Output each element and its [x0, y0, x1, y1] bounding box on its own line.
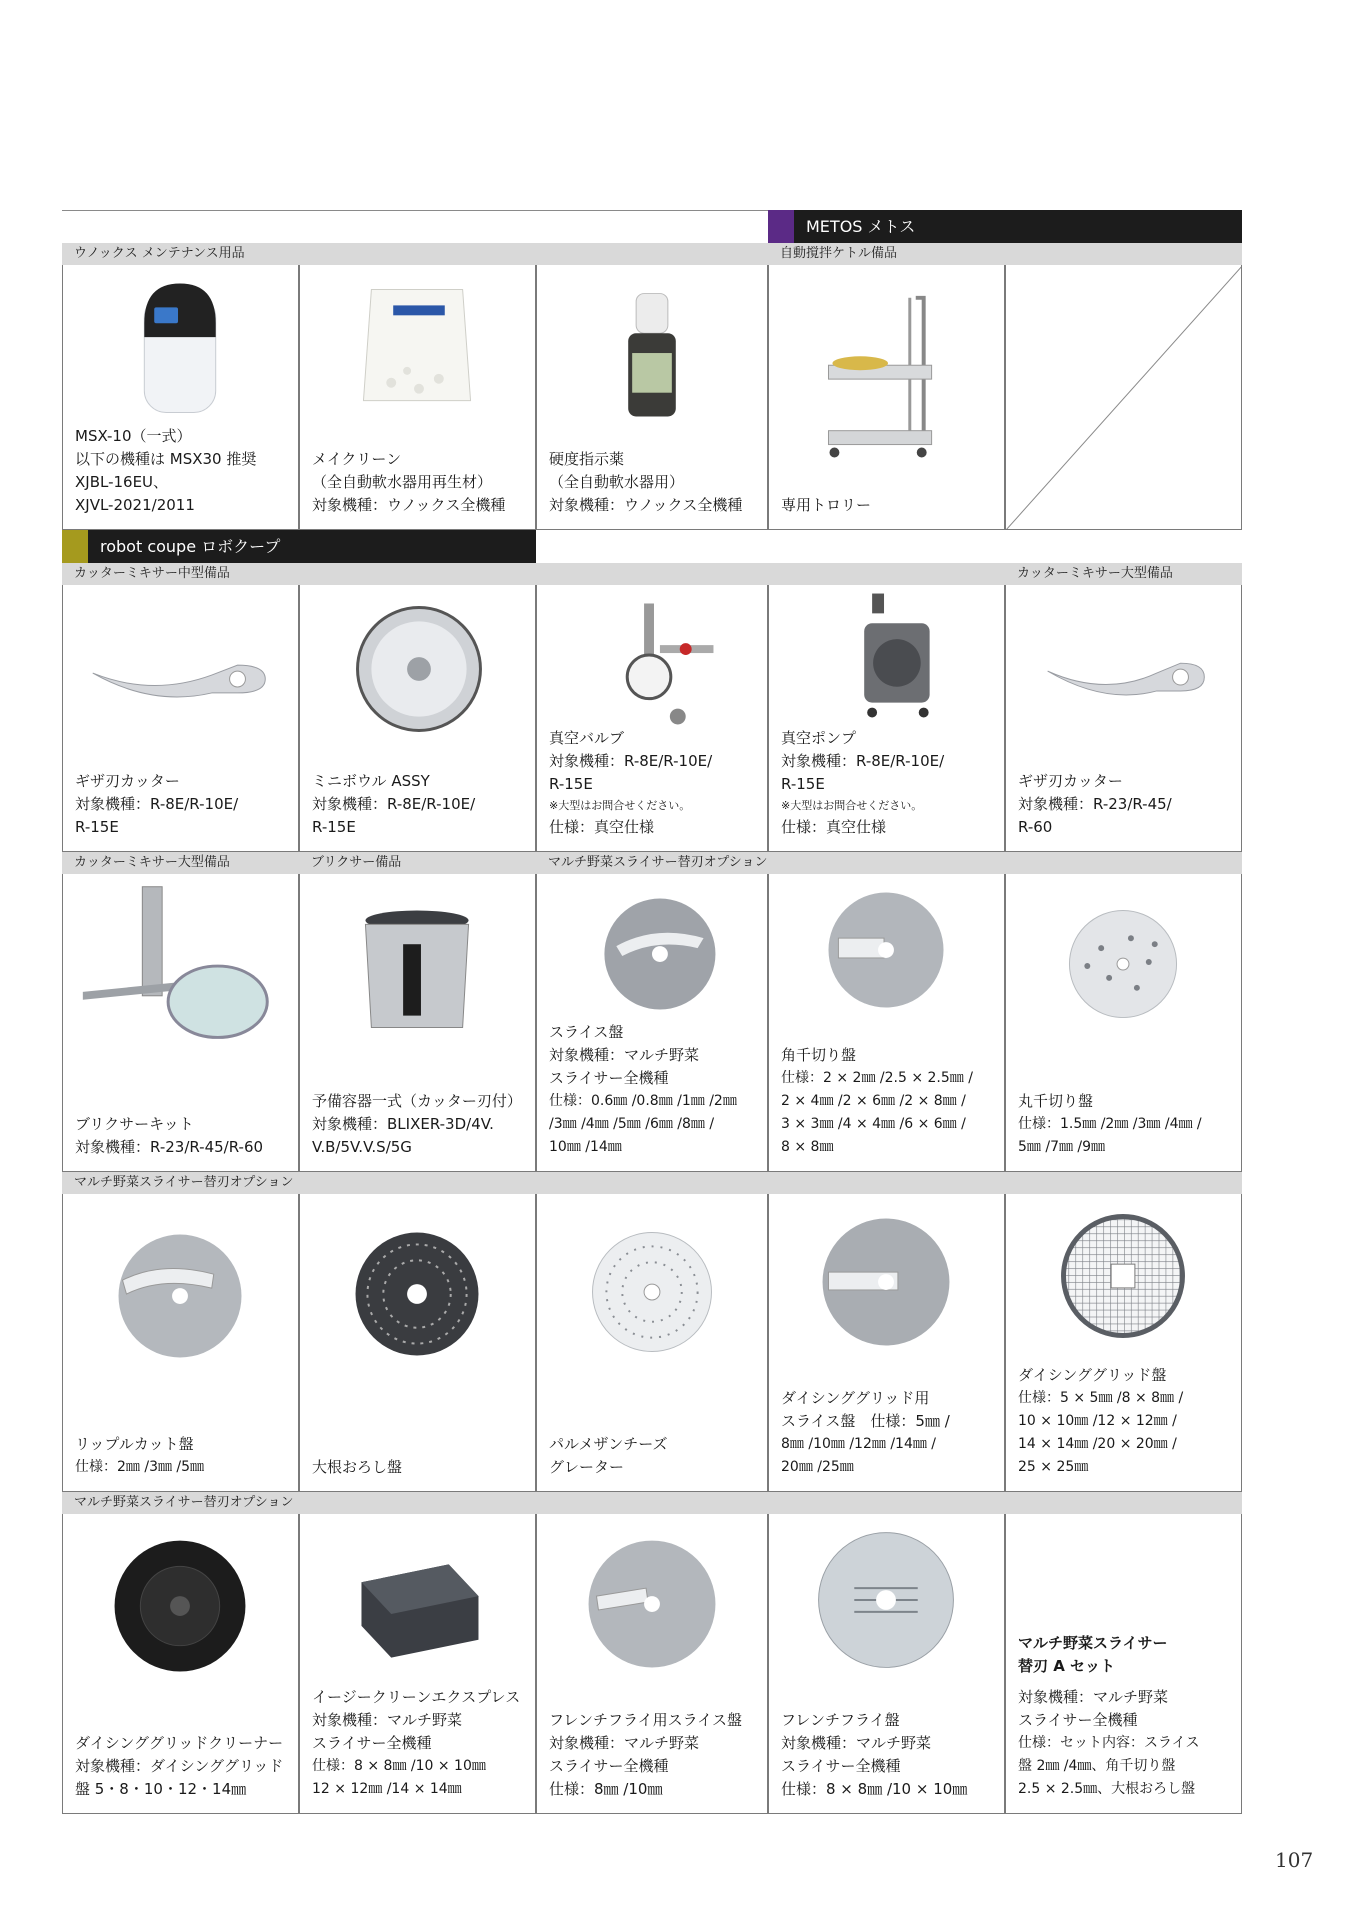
- dicing-slice-disc-image: [769, 1216, 1004, 1352]
- section-slicer-blades-2: マルチ野菜スライサー替刃オプション: [62, 1172, 1242, 1194]
- water-softener-image: [63, 273, 298, 423]
- product-dicing-slice-disc: ダイシンググリッド用 スライス盤 仕様：5㎜ / 8㎜ /10㎜ /12㎜ /14㎜ / 20㎜ /25㎜: [768, 1194, 1005, 1492]
- product-dicing-grid: ダイシンググリッド盤 仕様：5 × 5㎜ /8 × 8㎜ / 10 × 10㎜ /12 × 12㎜ / 14 × 14㎜ /20 × 20㎜ / 25 × 25㎜: [1005, 1194, 1242, 1492]
- top-rule: [62, 210, 768, 211]
- product-vacuum-valve: 真空バルブ 対象機種：R-8E/R-10E/ R-15E ※大型はお問合せください。 仕様：真空仕様: [536, 585, 768, 852]
- section-kettle-accessories: 自動撹拌ケトル備品: [768, 243, 1242, 265]
- product-trolley: 専用トロリー: [768, 265, 1005, 530]
- section-slicer-blades-1: マルチ野菜スライサー替刃オプション: [536, 852, 1242, 874]
- vacuum-pump-image: [769, 589, 1004, 725]
- trolley-image: [769, 293, 1004, 493]
- product-julienne-disc: 角千切り盤 仕様：2 × 2㎜ /2.5 × 2.5㎜ / 2 × 4㎜ /2 × 6㎜ /2 × 8㎜ / 3 × 3㎜ /4 × 4㎜ /6 × 6㎜ / 8 × 8㎜: [768, 874, 1005, 1172]
- product-parmesan-grater: パルメザンチーズ グレーター: [536, 1194, 768, 1492]
- section-unox-maintenance: ウノックス メンテナンス用品: [62, 243, 768, 265]
- brand-bar-metos: [768, 210, 1242, 243]
- julienne-disc-image: [769, 890, 1004, 1014]
- diagonal-slash: [1006, 265, 1242, 530]
- product-grater-disc: 丸千切り盤 仕様：1.5㎜ /2㎜ /3㎜ /4㎜ / 5㎜ /7㎜ /9㎜: [1005, 874, 1242, 1172]
- blixer-kit-image: [63, 882, 298, 1062]
- product-msx10: MSX-10（一式） 以下の機種は MSX30 推奨 XJBL-16EU、 XJVL-2021/2011: [62, 265, 299, 530]
- brand-bar-robot-coupe: [62, 530, 536, 563]
- brand-label-metos: METOS メトス: [806, 217, 916, 236]
- product-serrated-cutter-large: ギザ刃カッター 対象機種：R-23/R-45/ R-60: [1005, 585, 1242, 852]
- serrated-blade-image: [63, 645, 298, 725]
- slice-disc-image: [537, 894, 767, 1018]
- ff-slice-disc-image: [537, 1536, 767, 1676]
- product-set-a: マルチ野菜スライサー 替刃 A セット 対象機種：マルチ野菜 スライサー全機種 仕様：セット内容：スライス 盤 2㎜ /4㎜、角千切り盤 2.5 × 2.5㎜、大根おろし盤: [1005, 1514, 1242, 1814]
- mini-bowl-image: [300, 601, 535, 741]
- salt-bag-image: [300, 283, 535, 423]
- product-serrated-cutter-mid: ギザ刃カッター 対象機種：R-8E/R-10E/ R-15E: [62, 585, 299, 852]
- grater-disc-image: [1006, 904, 1241, 1028]
- serrated-blade-large-image: [1006, 645, 1241, 725]
- brand-swatch-robot-coupe: [62, 530, 88, 563]
- ff-disc-image: [769, 1528, 1004, 1674]
- product-hardness-indicator: 硬度指示薬 （全自動軟水器用） 対象機種：ウノックス全機種: [536, 265, 768, 530]
- product-french-fry-disc: フレンチフライ盤 対象機種：マルチ野菜 スライサー全機種 仕様：8 × 8㎜ /10 × 10㎜: [768, 1514, 1005, 1814]
- parmesan-grater-image: [537, 1226, 767, 1362]
- indicator-bottle-image: [537, 293, 767, 423]
- empty-cell: [1005, 265, 1242, 530]
- grid-cleaner-image: [63, 1534, 298, 1684]
- product-blixer-kit: ブリクサーキット 対象機種：R-23/R-45/R-60: [62, 874, 299, 1172]
- daikon-grater-image: [300, 1228, 535, 1364]
- section-cutter-mid: カッターミキサー中型備品: [62, 563, 1005, 585]
- section-cutter-large-2: カッターミキサー大型備品: [62, 852, 299, 874]
- product-ripple-disc: リップルカット盤 仕様：2㎜ /3㎜ /5㎜: [62, 1194, 299, 1492]
- product-slice-disc: スライス盤 対象機種：マルチ野菜 スライサー全機種 仕様：0.6㎜ /0.8㎜ /1㎜ /2㎜ /3㎜ /4㎜ /5㎜ /6㎜ /8㎜ / 10㎜ /14㎜: [536, 874, 768, 1172]
- section-cutter-large: カッターミキサー大型備品: [1005, 563, 1242, 585]
- product-easy-clean-express: イージークリーンエクスプレス 対象機種：マルチ野菜 スライサー全機種 仕様：8 × 8㎜ /10 × 10㎜ 12 × 12㎜ /14 × 14㎜: [299, 1514, 536, 1814]
- dicing-grid-image: [1006, 1212, 1241, 1348]
- section-slicer-blades-3: マルチ野菜スライサー替刃オプション: [62, 1492, 1242, 1514]
- vacuum-valve-image: [537, 595, 767, 725]
- product-french-fry-slice-disc: フレンチフライ用スライス盤 対象機種：マルチ野菜 スライサー全機種 仕様：8㎜ /10㎜: [536, 1514, 768, 1814]
- blixer-bowl-image: [300, 900, 535, 1040]
- section-blixer: ブリクサー備品: [299, 852, 536, 874]
- ripple-disc-image: [63, 1230, 298, 1366]
- product-meiclean: メイクリーン （全自動軟水器用再生材） 対象機種：ウノックス全機種: [299, 265, 536, 530]
- product-grid-cleaner: ダイシンググリッドクリーナー 対象機種：ダイシンググリッド 盤 5・8・10・12・14㎜: [62, 1514, 299, 1814]
- product-daikon-disc: 大根おろし盤: [299, 1194, 536, 1492]
- product-minibowl: ミニボウル ASSY 対象機種：R-8E/R-10E/ R-15E: [299, 585, 536, 852]
- product-spare-bowl: 予備容器一式（カッター刃付） 対象機種：BLIXER-3D/4V. V.B/5V.V.S/5G: [299, 874, 536, 1172]
- page-number: 107: [1275, 1848, 1314, 1872]
- product-vacuum-pump: 真空ポンプ 対象機種：R-8E/R-10E/ R-15E ※大型はお問合せください。 仕様：真空仕様: [768, 585, 1005, 852]
- brand-swatch-metos: [768, 210, 794, 243]
- easy-clean-image: [300, 1554, 535, 1674]
- brand-label-robot-coupe: robot coupe ロボクープ: [100, 537, 281, 556]
